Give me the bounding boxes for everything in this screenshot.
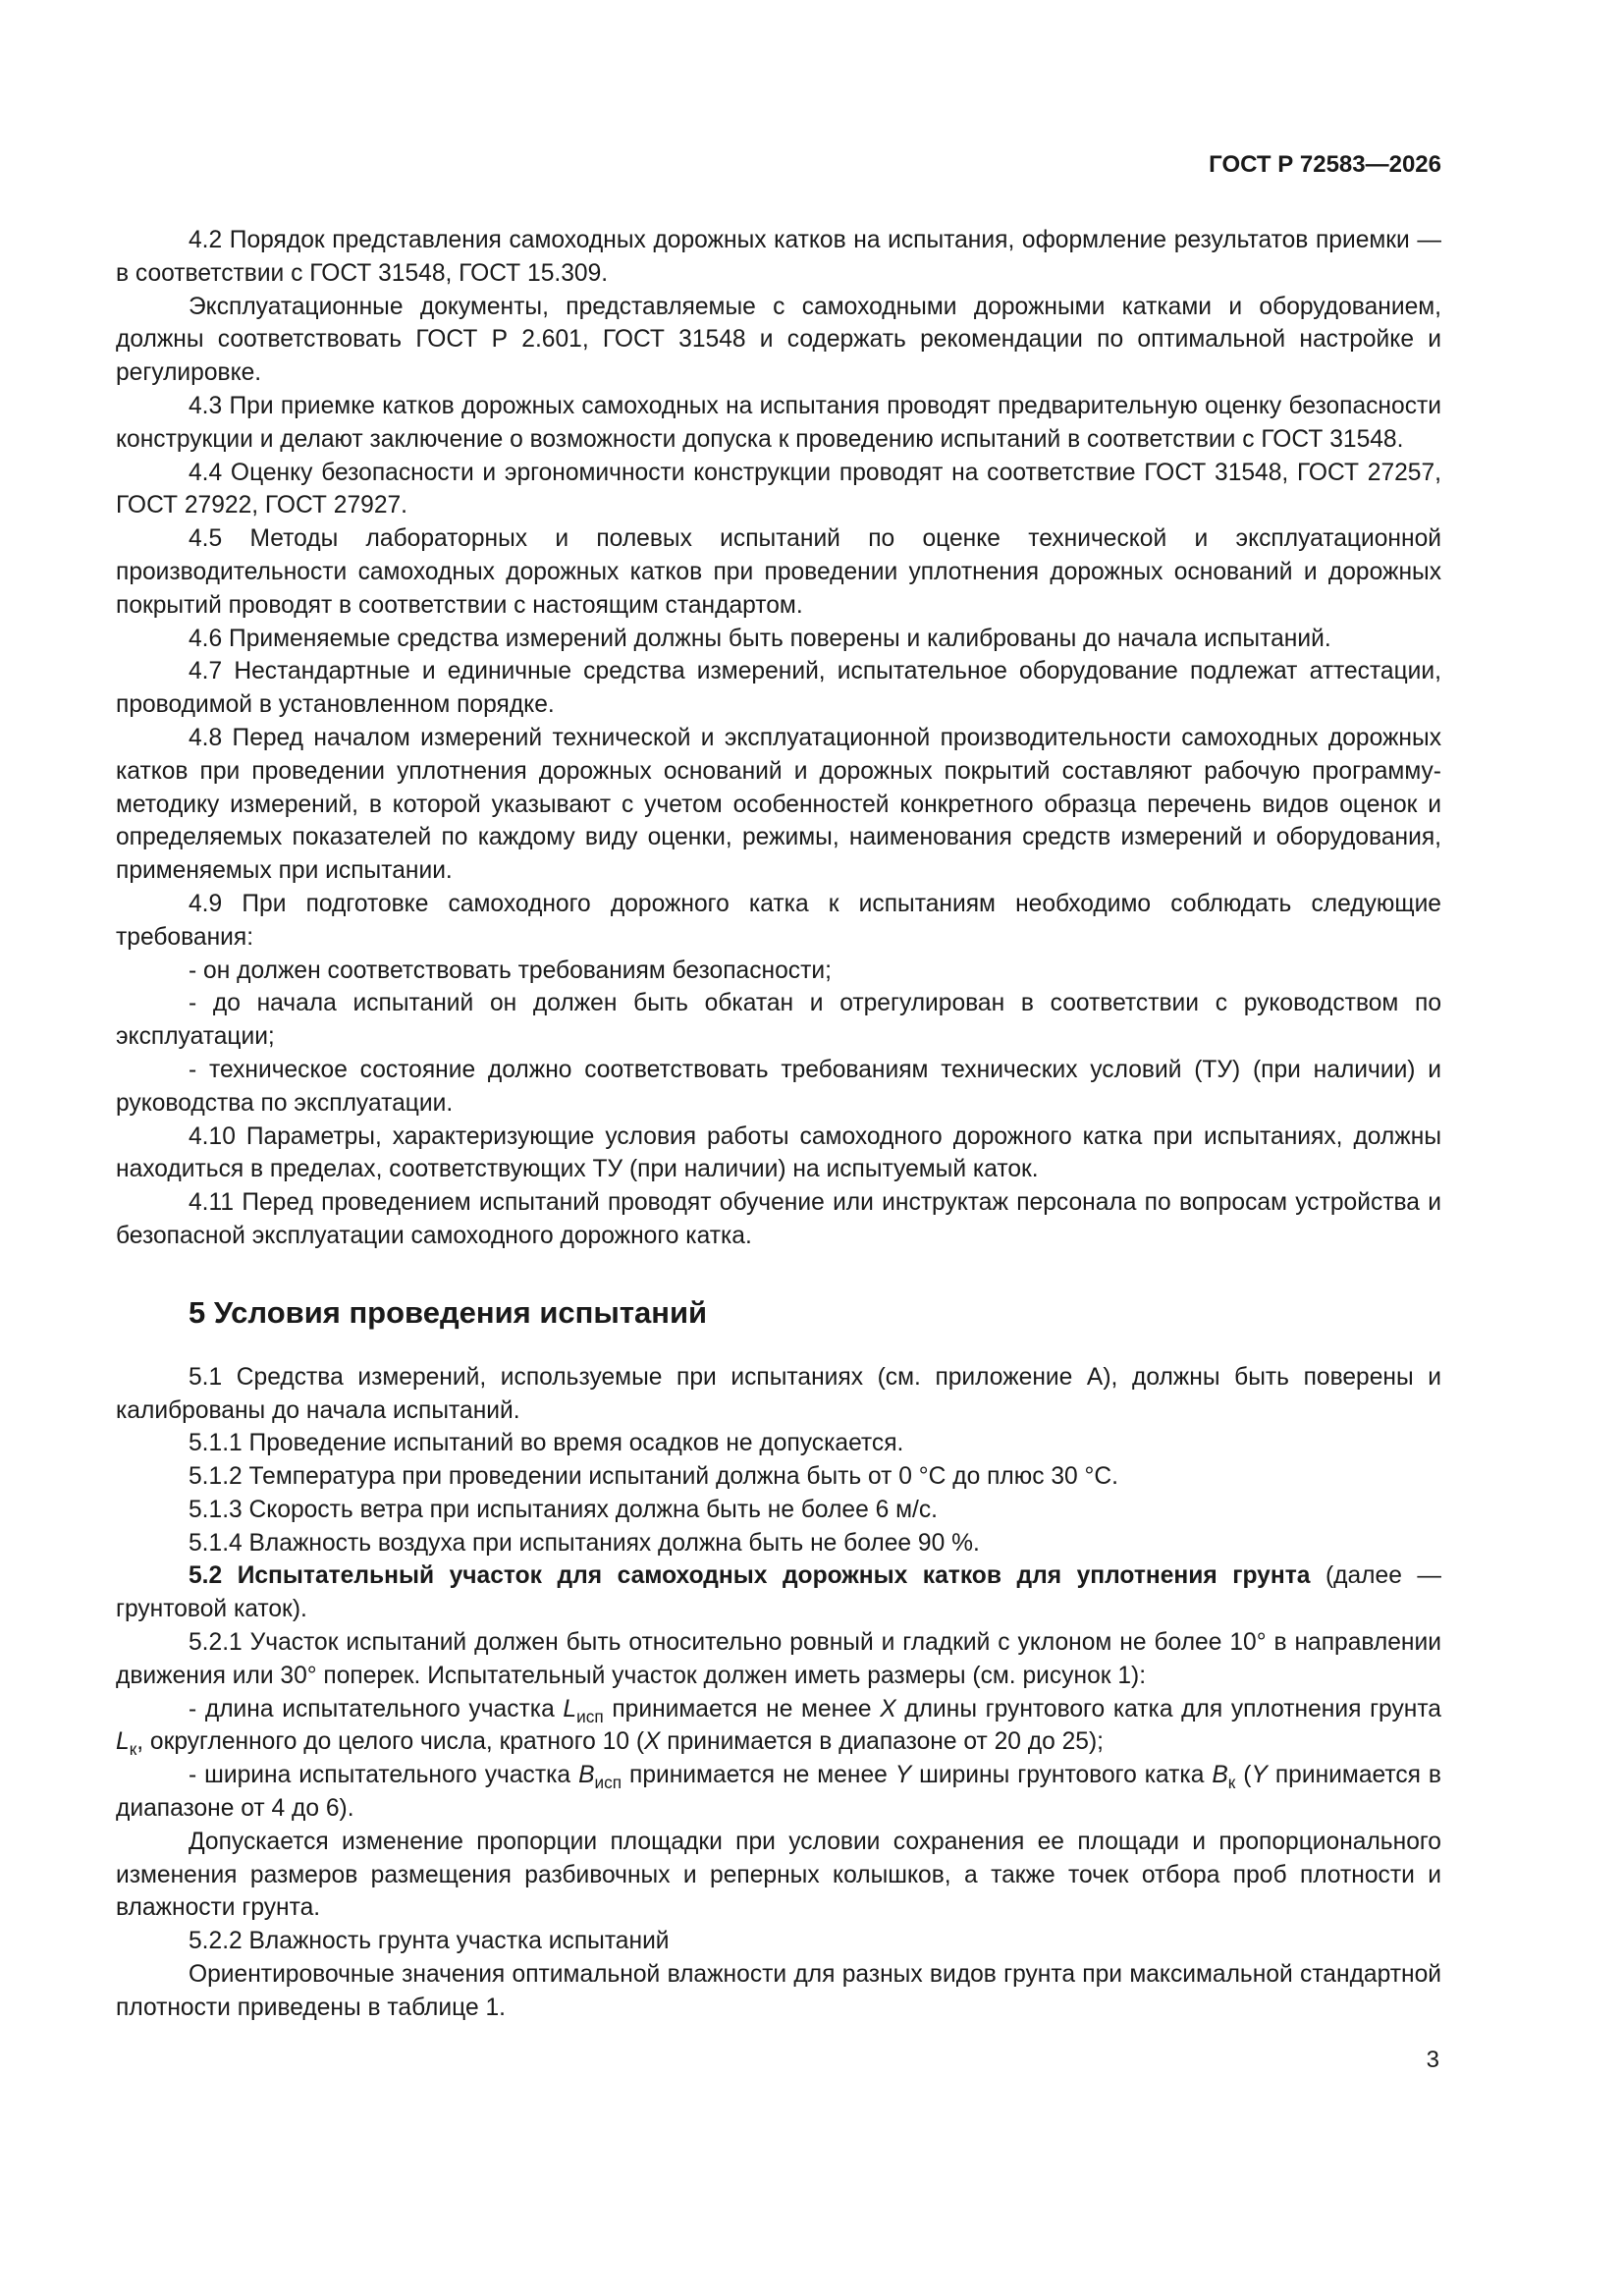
- symbol-b: B: [578, 1762, 595, 1789]
- paragraph-5-1-1: 5.1.1 Проведение испытаний во время осадков не допускается.: [189, 1430, 904, 1457]
- paragraph-5-1: 5.1 Средства измерений, используемые при испытаниях (см. приложение А), должны быть поверены и калиброваны до начала испытаний.: [116, 1363, 1441, 1424]
- paragraph-5-2-lead: 5.2 Испытательный участок для самоходных дорожных катков для уплотнения грунта: [189, 1562, 1311, 1590]
- paragraph-4-7: 4.7 Нестандартные и единичные средства измерений, испытательное оборудование подлежат аттестации, проводимой в установленном порядке.: [116, 658, 1441, 719]
- paragraph-4-3: 4.3 При приемке катков дорожных самоходных на испытания проводят предварительную оценку безопасности конструкции и делают заключение о возможности допуска к проведению испытаний в соответствии с ГОСТ 31548.: [116, 392, 1441, 453]
- symbol-l-k: L: [116, 1728, 130, 1756]
- subscript-isp: исп: [576, 1706, 604, 1726]
- length-text-5: принимается в диапазоне от 20 до 25);: [660, 1728, 1105, 1756]
- width-text-2: принимается не менее: [622, 1762, 895, 1789]
- list-item-technical-state: - техническое состояние должно соответствовать требованиям технических условий (ТУ) (при наличии) и руководства по эксплуатации.: [116, 1056, 1441, 1117]
- list-item-width: [116, 1759, 1441, 1826]
- paragraph-5-1-2: 5.1.2 Температура при проведении испытаний должна быть от 0 °С до плюс 30 °С.: [189, 1463, 1118, 1491]
- paragraph-5-2: [116, 1559, 1441, 1626]
- paragraph-5-1-3: 5.1.3 Скорость ветра при испытаниях должна быть не более 6 м/с.: [189, 1496, 938, 1523]
- length-text-4: , округленного до целого числа, кратного 10 (: [136, 1728, 645, 1756]
- subscript-isp-2: исп: [594, 1773, 622, 1793]
- section-5-heading: 5 Условия проведения испытаний: [189, 1294, 708, 1330]
- paragraph-4-10: 4.10 Параметры, характеризующие условия работы самоходного дорожного катка при испытаниях, должны находиться в пределах, соответствующих ТУ (при наличии) на испытуемый каток.: [116, 1122, 1441, 1183]
- symbol-y-2: Y: [1251, 1762, 1268, 1789]
- paragraph-4-9: 4.9 При подготовке самоходного дорожного катка к испытаниям необходимо соблюдать следующие требования:: [116, 890, 1441, 951]
- paragraph-5-2-rest: (далее — грунтовой каток).: [116, 1562, 1441, 1623]
- subscript-k: к: [129, 1739, 137, 1760]
- paragraph-4-5: 4.5 Методы лабораторных и полевых испытаний по оценке технической и эксплуатационной производительности самоходных дорожных катков при проведении уплотнения дорожных оснований и дорожных покрытий проводят в соответствии с настоящим стандартом.: [116, 525, 1441, 619]
- list-item-length: [116, 1693, 1441, 1760]
- paragraph-5-2-2: 5.2.2 Влажность грунта участка испытаний: [189, 1928, 670, 1955]
- page-number: 3: [1426, 2047, 1439, 2073]
- symbol-x: X: [880, 1695, 896, 1722]
- paragraph-4-2: 4.2 Порядок представления самоходных дорожных катков на испытания, оформление результатов приемки — в соответствии с ГОСТ 31548, ГОСТ 15.309.: [116, 227, 1441, 287]
- length-text-2: принимается не менее: [603, 1695, 881, 1722]
- paragraph-proportion: Допускается изменение пропорции площадки при условии сохранения ее площади и пропорционального изменения размеров размещения разбивочных и реперных колышков, а также точек отбора проб плотности и влажности грунта.: [116, 1828, 1441, 1922]
- symbol-l: L: [563, 1695, 577, 1722]
- symbol-y: Y: [894, 1762, 912, 1789]
- list-item-run-in: - до начала испытаний он должен быть обкатан и отрегулирован в соответствии с руководством по эксплуатации;: [116, 990, 1441, 1051]
- width-text-3: ширины грунтового катка: [911, 1762, 1213, 1789]
- symbol-b-k: B: [1212, 1762, 1228, 1789]
- page-body: [116, 224, 1441, 2025]
- paragraph-4-6: 4.6 Применяемые средства измерений должны быть поверены и калиброваны до начала испытаний.: [189, 625, 1331, 652]
- document-code-header: ГОСТ Р 72583—2026: [1209, 151, 1441, 178]
- width-text-4: (: [1235, 1762, 1252, 1789]
- width-text-5: принимается в диапазоне от 4 до 6).: [116, 1762, 1441, 1823]
- paragraph-moisture-table-ref: Ориентировочные значения оптимальной влажности для разных видов грунта при максимальной стандартной плотности приведены в таблице 1.: [116, 1961, 1441, 2021]
- paragraph-4-2-docs: Эксплуатационные документы, представляемые с самоходными дорожными катками и оборудованием, должны соответствовать ГОСТ Р 2.601, ГОСТ 31548 и содержать рекомендации по оптимальной настройке и регулировке.: [116, 293, 1441, 387]
- subscript-k-2: к: [1227, 1773, 1236, 1793]
- length-text-1: - длина испытательного участка: [189, 1695, 564, 1722]
- paragraph-4-4: 4.4 Оценку безопасности и эргономичности конструкции проводят на соответствие ГОСТ 31548, ГОСТ 27257, ГОСТ 27922, ГОСТ 27927.: [116, 459, 1441, 519]
- length-text-3: длины грунтового катка для уплотнения грунта: [895, 1695, 1441, 1722]
- paragraph-4-11: 4.11 Перед проведением испытаний проводят обучение или инструктаж персонала по вопросам устройства и безопасной эксплуатации самоходного дорожного катка.: [116, 1189, 1441, 1249]
- paragraph-4-8: 4.8 Перед началом измерений технической и эксплуатационной производительности самоходных дорожных катков при проведении уплотнения дорожных оснований и дорожных покрытий составляют рабочую программу-методику измерений, в которой указывают с учетом особенностей конкретного образца перечень видов оценок и определяемых показателей по каждому виду оценки, режимы, наименования средств измерений и оборудования, применяемых при испытании.: [116, 724, 1441, 885]
- symbol-x-2: X: [644, 1728, 661, 1756]
- list-item-safety: - он должен соответствовать требованиям безопасности;: [189, 957, 832, 984]
- paragraph-5-2-1: 5.2.1 Участок испытаний должен быть относительно ровный и гладкий с уклоном не более 10° в направлении движения или 30° поперек. Испытательный участок должен иметь размеры (см. рисунок 1):: [116, 1629, 1441, 1689]
- paragraph-5-1-4: 5.1.4 Влажность воздуха при испытаниях должна быть не более 90 %.: [189, 1529, 980, 1557]
- width-text-1: - ширина испытательного участка: [189, 1762, 579, 1789]
